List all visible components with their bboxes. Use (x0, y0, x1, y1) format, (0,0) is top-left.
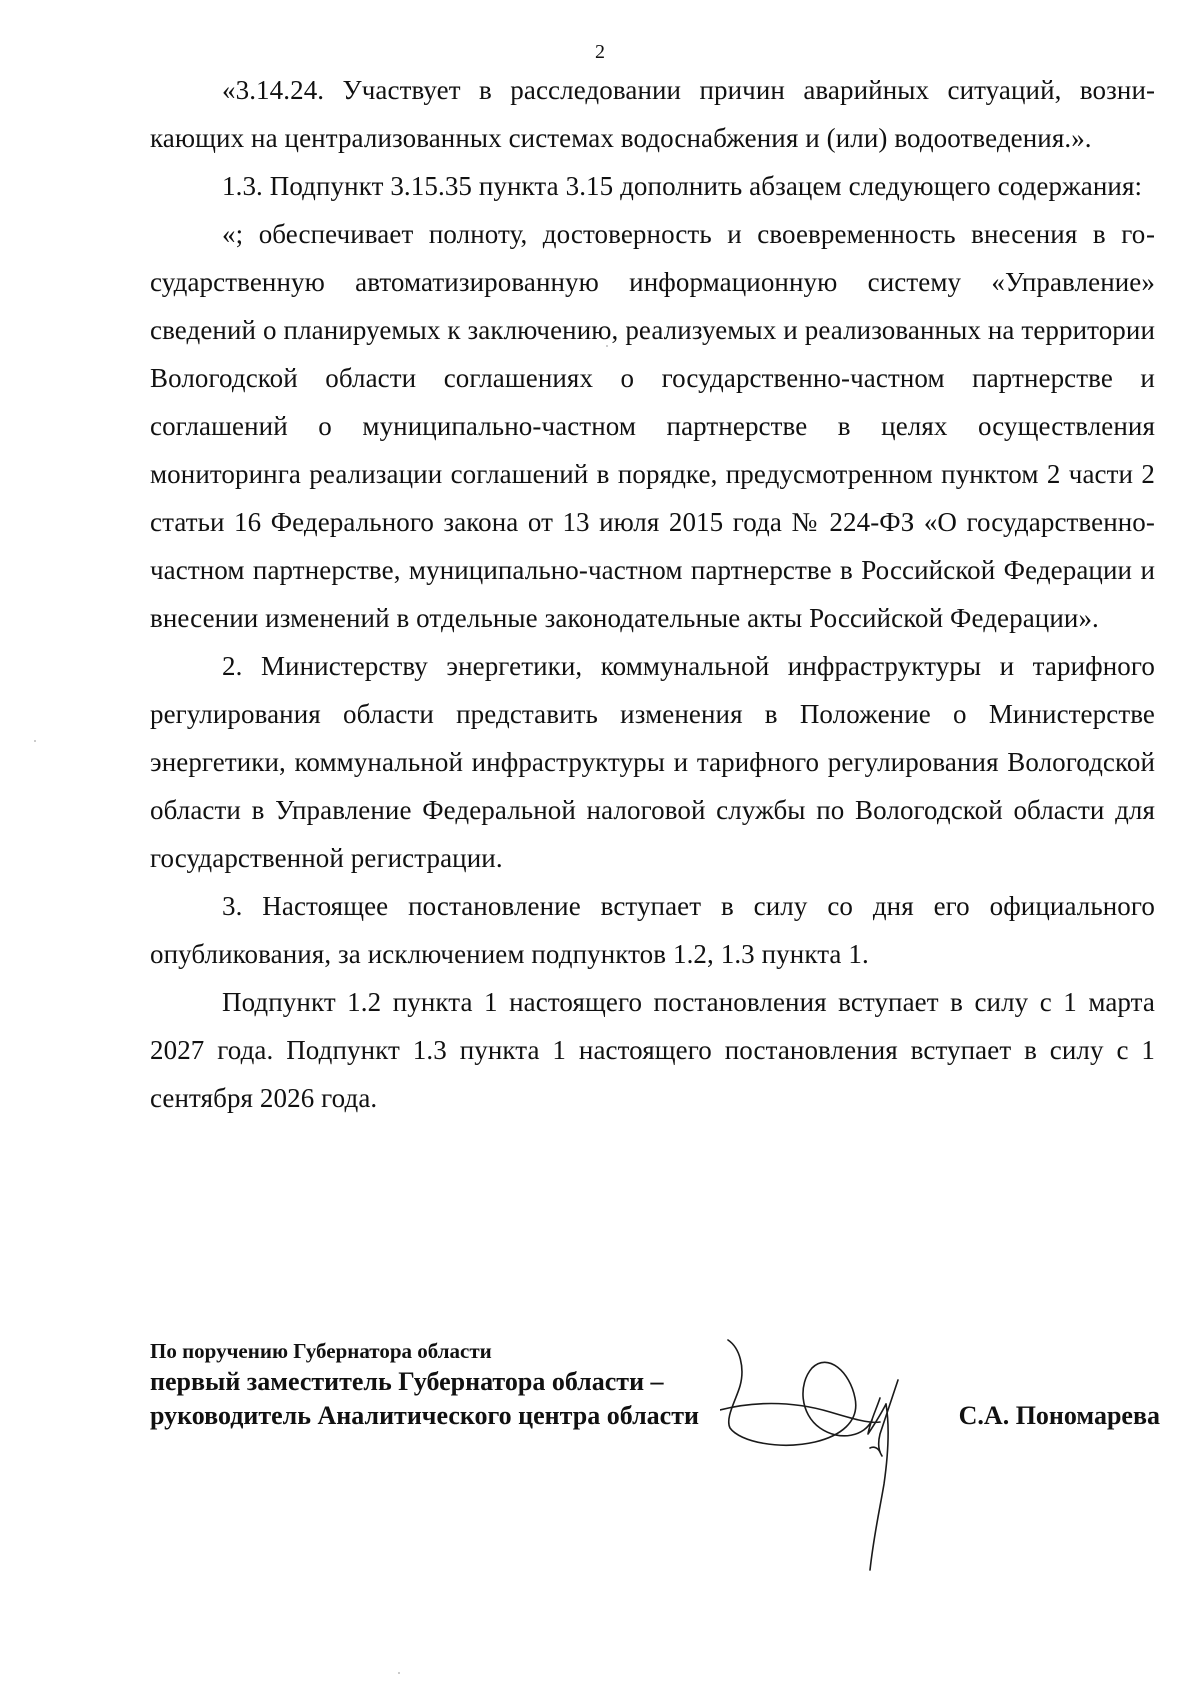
handwritten-signature (720, 1338, 940, 1578)
paragraph-1-3: 1.3. Подпункт 3.15.35 пункта 3.15 дополнить абзацем следующего содержания: (222, 171, 1143, 201)
signatory-name: С.А. Пономарева (958, 1401, 1160, 1430)
scan-speck (398, 1672, 400, 1674)
signature-position-line-2: руководитель Аналитического центра области (150, 1401, 699, 1430)
paragraph-effective-dates: Подпункт 1.2 пункта 1 настоящего постановления вступает в силу с 1 марта 2027 года. Подпункт 1.3 пункта 1 настоящего постановления вступает в силу с 1 сентября 2026 года. (150, 987, 1155, 1113)
page-number: 2 (595, 41, 605, 63)
scan-speck (606, 345, 608, 347)
scan-speck (34, 740, 36, 742)
document-body (150, 66, 1155, 1122)
paragraph-1-3-addition: «; обеспечивает полноту, достоверность и своевременность внесения в государственную автоматизированную информационную систему «Управление» сведений о планируемых к заключению, реализуемых и реализованных на территории Вологодской области соглашениях о государственно-частном партнерстве и соглашений о муниципально-частном партнерстве в целях осуществления мониторинга реализации соглашений в порядке, предусмотренном пунктом 2 части 2 статьи 16 Федерального закона от 13 июля 2015 года № 224-ФЗ «О государственно-частном партнерстве, муниципально-частном партнерстве в Российской Федерации и внесении изменений в отдельные законодательные акты Российской Федерации». (150, 219, 1155, 633)
signature-block (150, 1338, 1160, 1588)
paragraph-2: 2. Министерству энергетики, коммунальной инфраструктуры и тарифного регулирования области представить изменения в Положение о Министерстве энергетики, коммунальной инфраструктуры и тарифного регулирования Вологодской области в Управление Федеральной налоговой службы по Вологодской области для государственной регистрации. (150, 651, 1155, 873)
signature-on-behalf: По поручению Губернатора области (150, 1339, 492, 1363)
paragraph-3: 3. Настоящее постановление вступает в силу со дня его официального опубликования, за исключением подпунктов 1.2, 1.3 пункта 1. (150, 891, 1155, 969)
signature-position-line-1: первый заместитель Губернатора области – (150, 1367, 664, 1396)
paragraph-3-14-24: «3.14.24. Участвует в расследовании причин аварийных ситуаций, возникающих на централизованных системах водоснабжения и (или) водоотведения.». (150, 75, 1155, 153)
